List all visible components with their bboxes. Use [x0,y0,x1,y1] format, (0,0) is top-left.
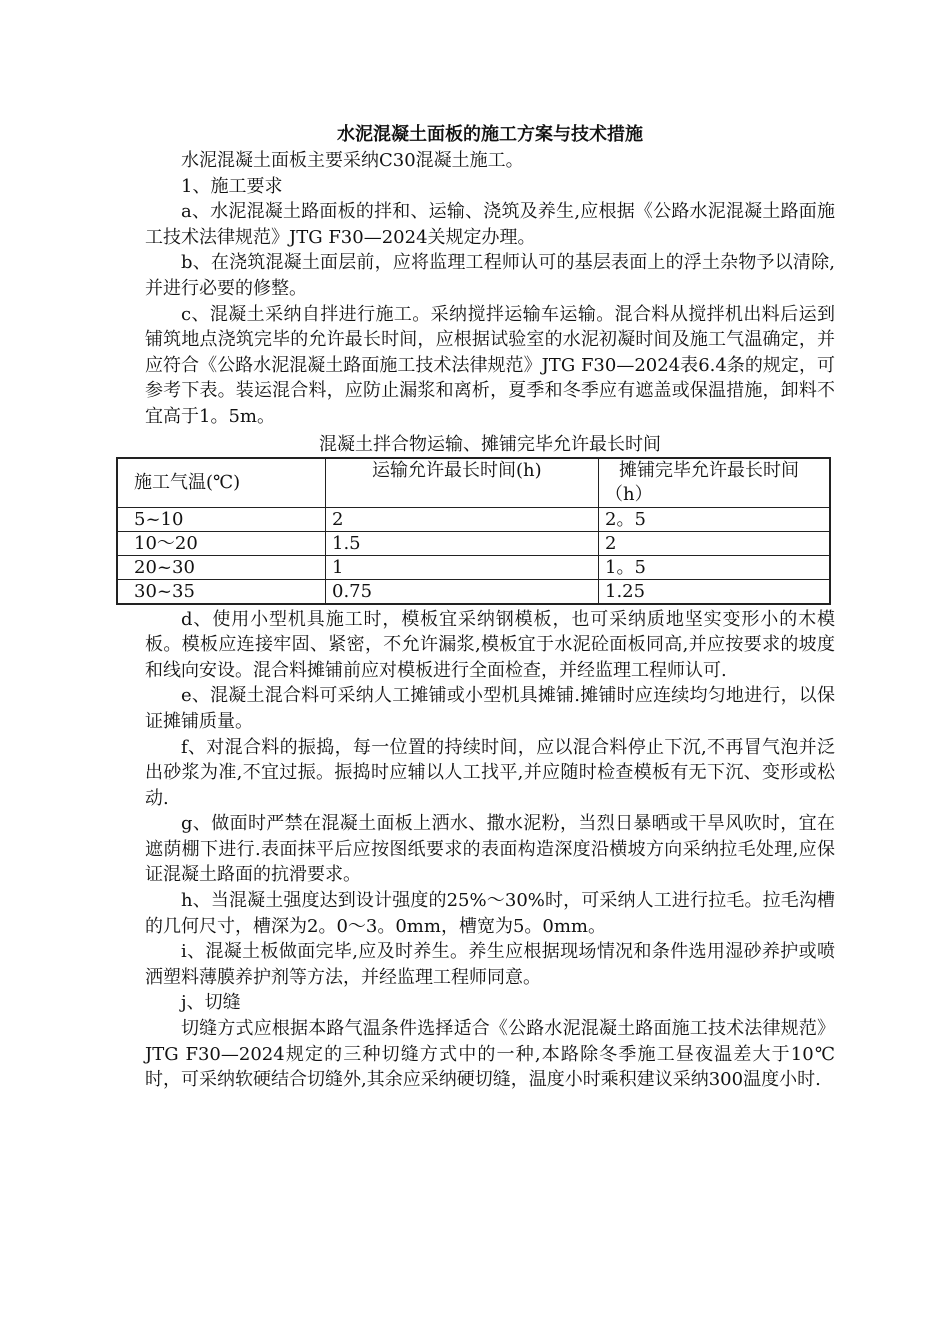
time-limit-table [116,457,831,605]
table-cell: 2。5 [599,507,831,531]
paragraph-j-heading: j、切缝 [181,992,241,1014]
paragraph-b: b、在浇筑混凝土面层前，应将监理工程师认可的基层表面上的浮土杂物予以清除,并进行必要的修整。 [145,252,835,299]
table-header-row [117,458,830,508]
table-row [117,579,830,604]
paragraph-cutting: 切缝方式应根据本路气温条件选择适合《公路水泥混凝土路面施工技术法律规范》JTG F30—2024规定的三种切缝方式中的一种,本路除冬季施工昼夜温差大于10℃时，可采纳软硬结合切缝外,其余应采纳硬切缝，温度小时乘积建议采纳300温度小时. [145,1018,835,1091]
document-title: 水泥混凝土面板的施工方案与技术措施 [337,124,643,145]
paragraph-e: e、混凝土混合料可采纳人工摊铺或小型机具摊铺.摊铺时应连续均匀地进行，以保证摊铺质量。 [145,685,835,732]
paragraph-c: c、混凝土采纳自拌进行施工。采纳搅拌运输车运输。混合料从搅拌机出料后运到铺筑地点浇筑完毕的允许最长时间，应根据试验室的水泥初凝时间及施工气温确定，并应符合《公路水泥混凝土路面施工技术法律规范》JTG F30—2024表6.4条的规定，可参考下表。装运混合料，应防止漏浆和离析，夏季和冬季应有遮盖或保温措施，卸料不宜高于1。5m。 [145,303,835,427]
table-cell: 20~30 [117,555,326,579]
table-cell: 2 [326,507,599,531]
paragraph-i: i、混凝土板做面完毕,应及时养生。养生应根据现场情况和条件选用湿砂养护或喷洒塑料薄膜养护剂等方法，并经监理工程师同意。 [145,941,835,988]
table-cell: 1.5 [326,531,599,555]
paragraph-f: f、对混合料的振捣，每一位置的持续时间，应以混合料停止下沉,不再冒气泡并泛出砂浆为准,不宜过振。振捣时应辅以人工找平,并应随时检查模板有无下沉、变形或松动. [145,736,835,809]
table-cell: 2 [599,531,831,555]
paragraph-a: a、水泥混凝土路面板的拌和、运输、浇筑及养生,应根据《公路水泥混凝土路面施工技术法律规范》JTG F30—2024关规定办理。 [145,201,835,248]
table-cell: 10～20 [117,531,326,555]
table-caption: 混凝土拌合物运输、摊铺完毕允许最长时间 [319,433,661,455]
header-cell-temperature: 施工气温(℃) [117,458,326,508]
table-row [117,531,830,555]
document-page [134,122,835,1093]
section-heading-requirements: 1、施工要求 [181,175,283,197]
paragraph-d: d、使用小型机具施工时，模板宜采纳钢模板，也可采纳质地坚实变形小的木模板。模板应连接牢固、紧密，不允许漏浆,模板宜于水泥砼面板同高,并应按要求的坡度和线向安设。混合料摊铺前应对模板进行全面检查，并经监理工程师认可. [145,608,835,681]
header-cell-paving-time: 摊铺完毕允许最长时间（h） [599,458,831,508]
paragraph-g: g、做面时严禁在混凝土面板上洒水、撒水泥粉，当烈日暴晒或干旱风吹时，宜在遮荫棚下进行.表面抹平后应按图纸要求的表面构造深度沿横坡方向采纳拉毛处理,应保证混凝土路面的抗滑要求。 [145,813,835,886]
table-cell: 1.25 [599,579,831,604]
header-cell-transport-time: 运输允许最长时间(h) [326,458,599,508]
intro-paragraph: 水泥混凝土面板主要采纳C30混凝土施工。 [181,150,524,171]
table-row [117,555,830,579]
table-cell: 30~35 [117,579,326,604]
table-cell: 1 [326,555,599,579]
paragraph-h: h、当混凝土强度达到设计强度的25%～30%时，可采纳人工进行拉毛。拉毛沟槽的几何尺寸，槽深为2。0～3。0mm，槽宽为5。0mm。 [145,890,835,937]
table-row [117,507,830,531]
table-cell: 5~10 [117,507,326,531]
table-cell: 1。5 [599,555,831,579]
table-cell: 0.75 [326,579,599,604]
